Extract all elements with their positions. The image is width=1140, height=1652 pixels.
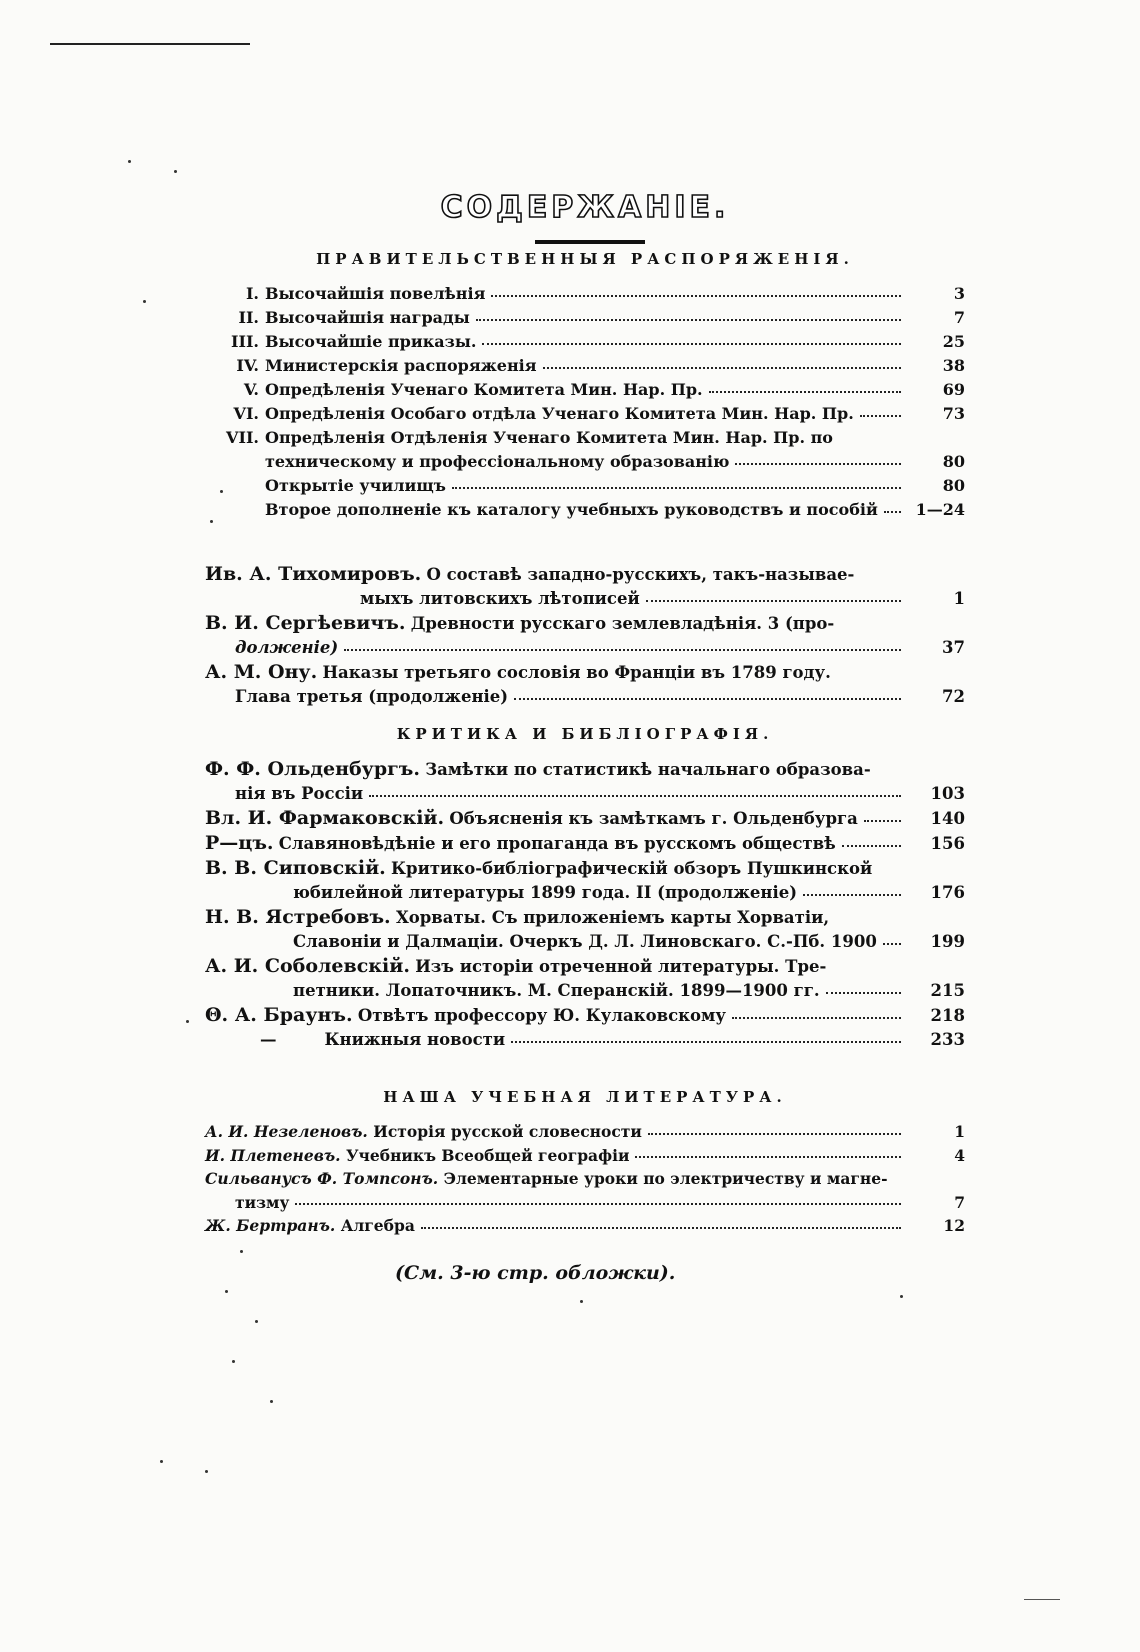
leader-dots (646, 600, 901, 602)
toc-row: В. И. Сергѣевичъ. Древности русскаго землевладѣнія. 3 (про- (205, 612, 835, 634)
leader-dots (491, 295, 901, 297)
leader-dots (514, 698, 901, 700)
toc-row-continuation: мыхъ литовскихъ лѣтописей 1 (360, 589, 965, 608)
toc-row-continuation: петники. Лопаточникъ. М. Сперанскій. 1899—1900 гг. 215 (293, 981, 965, 1000)
toc-row: Второе дополненіе къ каталогу учебныхъ руководствъ и пособій 1—24 (265, 500, 965, 519)
toc-row: Θ. А. Браунъ. Отвѣтъ профессору Ю. Кулаковскому 218 (205, 1004, 965, 1026)
toc-row: Ж. Бертранъ. Алгебра 12 (205, 1216, 965, 1235)
top-rule (50, 43, 250, 45)
toc-row: V. Опредѣленія Ученаго Комитета Мин. Нар. Пр. 69 (243, 380, 965, 399)
leader-dots (883, 943, 901, 945)
toc-row: Н. В. Ястребовъ. Хорваты. Съ приложеніемъ карты Хорватіи, (205, 906, 830, 928)
leader-dots (452, 487, 901, 489)
section-criticism (205, 725, 965, 1052)
bottom-dash (1024, 1599, 1060, 1600)
toc-row-continuation: техническому и профессіональному образованію 80 (265, 452, 965, 471)
toc-row: Ив. А. Тихомировъ. О составѣ западно-русскихъ, такъ-называе- (205, 563, 855, 585)
section-heading: НАША УЧЕБНАЯ ЛИТЕРАТУРА. (383, 1088, 787, 1106)
leader-dots (421, 1227, 901, 1229)
toc-row: Ф. Ф. Ольденбургъ. Замѣтки по статистикѣ начальнаго образова- (205, 758, 871, 780)
leader-dots (803, 894, 901, 896)
section-textbooks (205, 1088, 965, 1238)
page-title: СОДЕРЖАНІЕ. (440, 190, 730, 225)
toc-row: III. Высочайшіе приказы. 25 (230, 332, 965, 351)
leader-dots (295, 1203, 901, 1205)
toc-row-continuation: Славоніи и Далмаціи. Очеркъ Д. Л. Линовскаго. С.-Пб. 1900 199 (293, 932, 965, 951)
toc-row: VI. Опредѣленія Особаго отдѣла Ученаго Комитета Мин. Нар. Пр. 73 (233, 404, 965, 423)
toc-row: Сильванусъ Ф. Томпсонъ. Элементарные уроки по электричеству и магне- (205, 1169, 888, 1188)
toc-row: — Книжныя новости 233 (260, 1030, 965, 1049)
toc-row-continuation: тизму 7 (235, 1192, 965, 1212)
toc-row: VII. Опредѣленія Отдѣленія Ученаго Комитета Мин. Нар. Пр. по (226, 428, 833, 447)
toc-row-continuation: нія въ Россіи 103 (235, 784, 965, 803)
leader-dots (732, 1017, 901, 1019)
leader-dots (476, 319, 901, 321)
leader-dots (648, 1133, 901, 1135)
section-articles (205, 562, 965, 709)
leader-dots (482, 343, 901, 345)
leader-dots (369, 795, 901, 797)
section-heading: ПРАВИТЕЛЬСТВЕННЫЯ РАСПОРЯЖЕНІЯ. (316, 250, 854, 268)
leader-dots (543, 367, 901, 369)
toc-row-continuation: юбилейной литературы 1899 года. II (продолженіе) 176 (293, 883, 965, 902)
section-heading: КРИТИКА И БИБЛІОГРАФІЯ. (396, 725, 774, 743)
footer-note: (См. 3-ю стр. обложки). (395, 1262, 676, 1284)
toc-row: II. Высочайшія награды 7 (238, 308, 965, 327)
leader-dots (709, 391, 901, 393)
title-rule (535, 240, 645, 244)
toc-row-continuation: долженіе) 37 (235, 638, 965, 657)
leader-dots (826, 992, 901, 994)
toc-row: Открытіе училищъ 80 (265, 476, 965, 495)
toc-row: Р—цъ. Славяновѣдѣніе и его пропаганда въ русскомъ обществѣ 156 (205, 832, 965, 854)
section-government (205, 250, 965, 522)
toc-row: В. В. Сиповскій. Критико-библіографическій обзоръ Пушкинской (205, 857, 873, 879)
toc-row: I. Высочайшія повелѣнія 3 (245, 284, 965, 303)
toc-row: Вл. И. Фармаковскій. Объясненія къ замѣткамъ г. Ольденбурга 140 (205, 807, 965, 829)
toc-row-continuation: Глава третья (продолженіе) 72 (235, 687, 965, 706)
leader-dots (511, 1041, 901, 1043)
leader-dots (842, 845, 901, 847)
toc-row: IV. Министерскія распоряженія 38 (236, 356, 965, 375)
toc-row: А. М. Ону. Наказы третьяго сословія во Франціи въ 1789 году. (205, 661, 831, 683)
leader-dots (860, 415, 901, 417)
leader-dots (884, 511, 901, 513)
leader-dots (864, 820, 901, 822)
leader-dots (344, 649, 901, 651)
toc-row: И. Плетеневъ. Учебникъ Всеобщей географіи 4 (205, 1145, 965, 1165)
leader-dots (735, 463, 901, 465)
toc-row: А. И. Соболевскій. Изъ исторіи отреченной литературы. Тре- (205, 955, 827, 977)
toc-row: А. И. Незеленовъ. Исторія русской словесности 1 (205, 1122, 965, 1141)
leader-dots (635, 1156, 901, 1158)
